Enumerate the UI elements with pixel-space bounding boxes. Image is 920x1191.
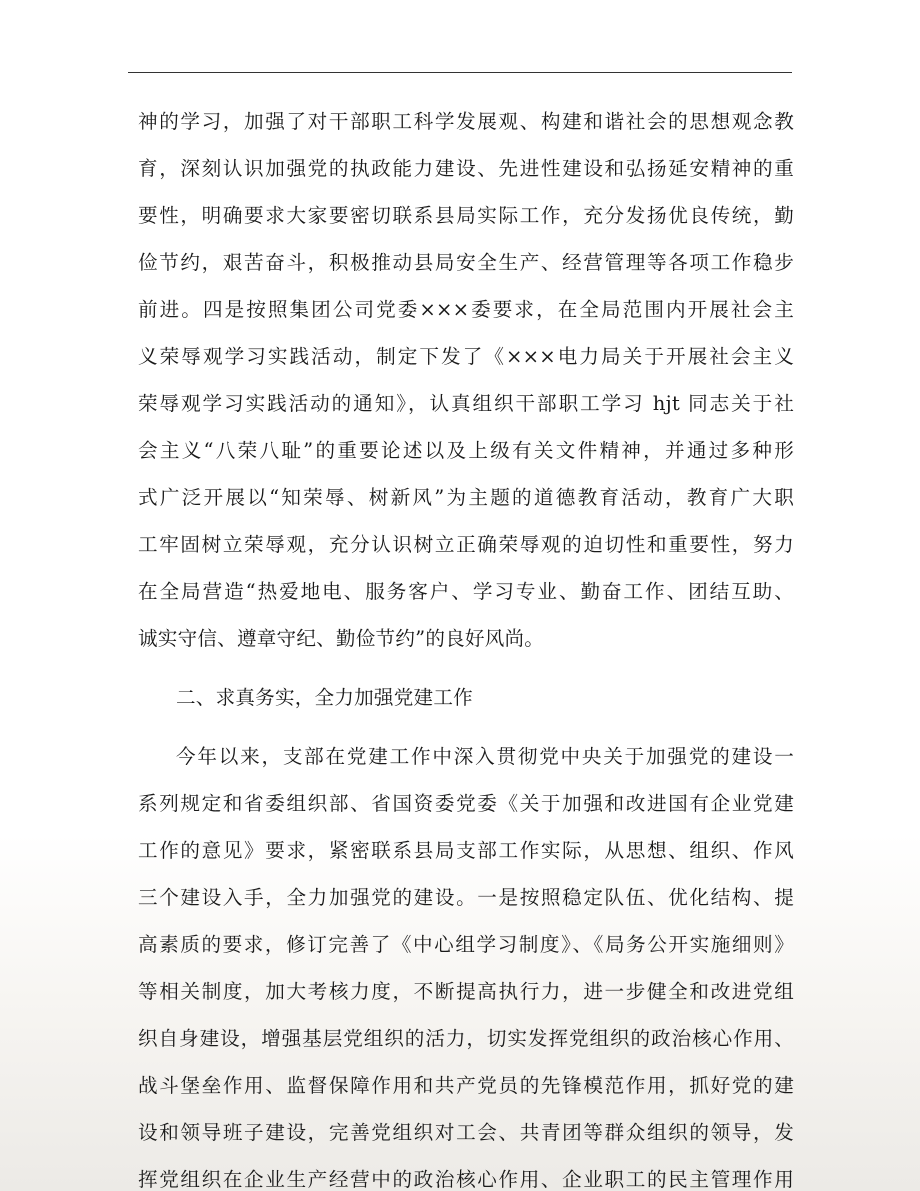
text-line: 三个建设入手，全力加强党的建设。一是按照稳定队伍、优化结构、提 <box>138 886 794 909</box>
text-line: 战斗堡垒作用、监督保障作用和共产党员的先锋模范作用，抓好党的建 <box>138 1074 794 1097</box>
section-heading: 二、求真务实，全力加强党建工作 <box>176 686 473 709</box>
text-line: 挥党组织在企业生产经营中的政治核心作用、企业职工的民主管理作用 <box>138 1168 794 1191</box>
text-line: 诚实守信、遵章守纪、勤俭节约”的良好风尚。 <box>138 627 545 650</box>
paragraph-1 <box>138 98 794 662</box>
text-line: 高素质的要求，修订完善了《中心组学习制度》、《局务公开实施细则》 <box>138 933 794 956</box>
text-line: 今年以来，支部在党建工作中深入贯彻党中央关于加强党的建设一 <box>176 745 794 768</box>
text-line: 织自身建设，增强基层党组织的活力，切实发挥党组织的政治核心作用、 <box>138 1027 794 1050</box>
text-line: 在全局营造“热爱地电、服务客户、学习专业、勤奋工作、团结互助、 <box>138 580 794 603</box>
text-line: 工牢固树立荣辱观，充分认识树立正确荣辱观的迫切性和重要性，努力 <box>138 533 794 556</box>
text-line: 要性，明确要求大家要密切联系县局实际工作，充分发扬优良传统，勤 <box>138 204 794 227</box>
header-rule <box>128 72 792 73</box>
text-line: 设和领导班子建设，完善党组织对工会、共青团等群众组织的领导，发 <box>138 1121 794 1144</box>
paragraph-gap <box>138 662 794 674</box>
text-line: 神的学习，加强了对干部职工科学发展观、构建和谐社会的思想观念教 <box>138 110 794 133</box>
text-line: 等相关制度，加大考核力度，不断提高执行力，进一步健全和改进党组 <box>138 980 794 1003</box>
text-line: 义荣辱观学习实践活动，制定下发了《×××电力局关于开展社会主义 <box>138 345 794 368</box>
text-line: 荣辱观学习实践活动的通知》，认真组织干部职工学习 hjt 同志关于社 <box>138 392 794 415</box>
document-body <box>138 98 794 1191</box>
text-line: 系列规定和省委组织部、省国资委党委《关于加强和改进国有企业党建 <box>138 792 794 815</box>
paragraph-gap <box>138 721 794 733</box>
text-line: 工作的意见》要求，紧密联系县局支部工作实际，从思想、组织、作风 <box>138 839 794 862</box>
text-line: 式广泛开展以“知荣辱、树新风”为主题的道德教育活动，教育广大职 <box>138 486 794 509</box>
text-line: 俭节约，艰苦奋斗，积极推动县局安全生产、经营管理等各项工作稳步 <box>138 251 794 274</box>
text-line: 前进。四是按照集团公司党委×××委要求，在全局范围内开展社会主 <box>138 298 794 321</box>
paragraph-2 <box>138 733 794 1191</box>
text-line: 会主义“八荣八耻”的重要论述以及上级有关文件精神，并通过多种形 <box>138 439 794 462</box>
text-line: 育，深刻认识加强党的执政能力建设、先进性建设和弘扬延安精神的重 <box>138 157 794 180</box>
